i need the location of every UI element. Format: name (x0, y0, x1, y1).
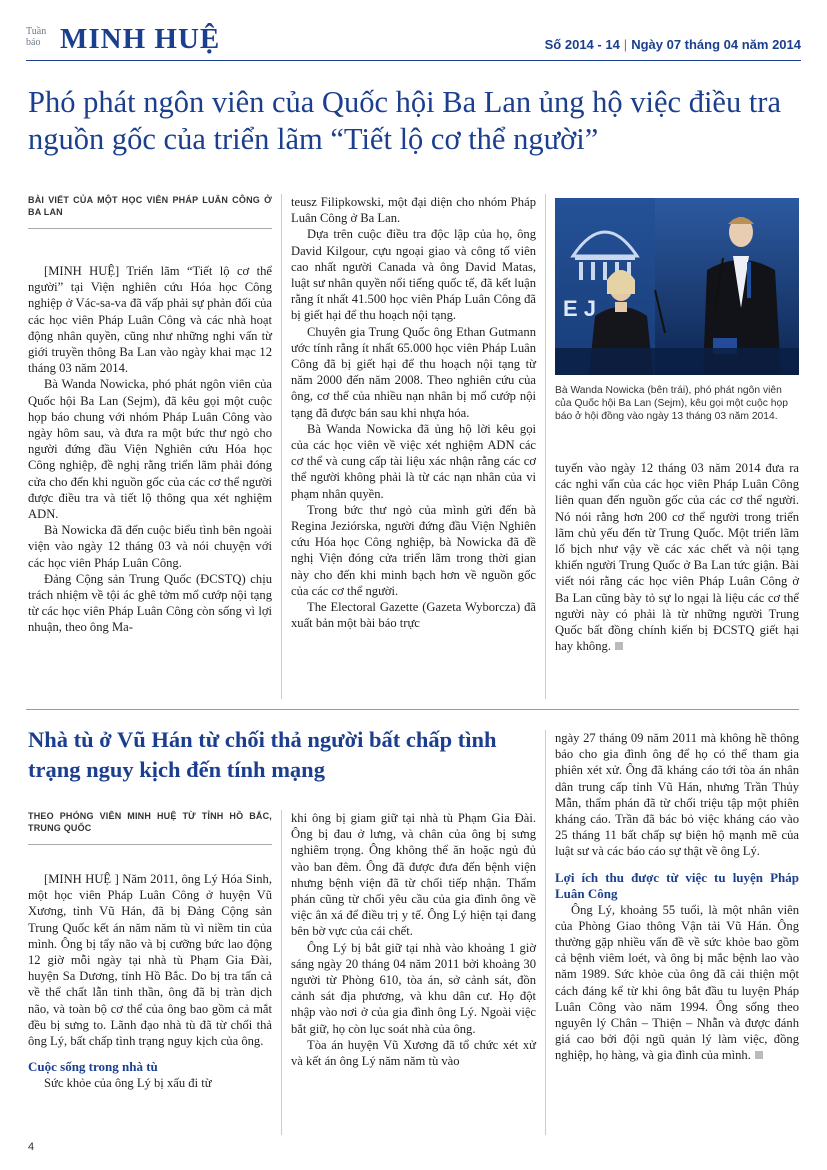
article1-column-3 (555, 460, 799, 654)
article1-headline: Phó phát ngôn viên của Quốc hội Ba Lan ủng hộ việc điều tra nguồn gốc của triển lãm “Tiết lộ cơ thể người” (28, 85, 781, 156)
paragraph: Dựa trên cuộc điều tra độc lập của họ, ông David Kilgour, cựu ngoại giao và công tố viên cao nhất người Canada và ông David Matas, luật sư nhân quyền nổi tiếng quốc tế, đã kết luận rằng ít nhất 41.500 học viên Pháp Luân Công đã bị giết hại để thu hoạch nội tạng. (291, 227, 536, 323)
paragraph-text: Ông Lý, khoảng 55 tuổi, là một nhân viên của Phòng Giao thông Vận tải Vũ Hán. Ông thường gặp nhiều vấn đề về sức khỏe bao gồm cả bệnh viêm loét, và ông bị mắc bệnh lao vào năm 1989. Sức khỏe của ông đã cải thiện một cách đáng kể từ khi ông bắt đầu tu luyện Pháp Luân Công vào năm 1994. Ông sống theo nguyên lý Chân – Thiện – Nhẫn và được đánh giá cao bởi đội ngũ quản lý làm việc, đồng nghiệp, họ hàng, và gia đình của mình. (555, 902, 799, 1063)
paragraph: Tòa án huyện Vũ Xương đã tổ chức xét xử và kết án ông Lý năm năm tù vào (291, 1037, 536, 1069)
paragraph: Bà Nowicka đã đến cuộc biểu tình bên ngoài viện vào ngày 12 tháng 03 và nói chuyện với các học viên Pháp Luân Công. (28, 523, 272, 570)
end-of-article-mark (755, 1051, 763, 1059)
paragraph: ngày 27 tháng 09 năm 2011 mà không hề thông báo cho gia đình ông để họ có thể tham gia phiên xét xử. Ông đã kháng cáo tới tòa án nhân dân trung cấp tỉnh Vũ Hán, nhưng Trần Thủy Mẫn, thẩm phán đã từ chối triệu tập một phiên kháng cáo. Trần đã bác bỏ việc kháng cáo vào 25 tháng 11 bất chấp sự biện hộ mạnh mẽ của luật sư và các báo cáo sự thật về ông Lý. (555, 731, 799, 859)
paragraph: [MINH HUỆ ] Năm 2011, ông Lý Hóa Sinh, một học viên Pháp Luân Công ở huyện Vũ Xương, tỉnh Vũ Hán, đã bị Đảng Cộng sản Trung Quốc kết án năm năm tù vì niềm tin của mình. Ông bị tẩy não và bị cưỡng bức lao động 12 giờ mỗi ngày tại nhà tù Phạm Gia Đài, huyện Sa Dương, tỉnh Hồ Bắc. Do bị tra tấn cả về thể chất lẫn tinh thần, ông đã bị tràn dịch não, và toàn bộ cơ thể của ông bao gồm cả mắt đều bị sưng to. Lãnh đạo nhà tù đã từ chối thả ông Lý, bất chấp tình trạng nguy kịch của ông. (28, 872, 272, 1049)
paragraph: Bà Wanda Nowicka đã ủng hộ lời kêu gọi của các học viên về việc xét nghiệm ADN các cơ thể và cung cấp tài liệu xác nhận rằng các cơ thể người không phải là từ các nạn nhân của vi phạm nhân quyền. (291, 421, 536, 501)
paragraph: The Electoral Gazette (Gazeta Wyborcza) đã xuất bản một bài báo trực (291, 600, 536, 631)
paragraph-text: tuyến vào ngày 12 tháng 03 năm 2014 đưa ra các nghi vấn của các học viên Pháp Luân Công liên quan đến nguồn gốc của các cơ thể người. Nó nói rằng hơn 200 cơ thể người trong triển lãm chủ yếu đến từ Trung Quốc. Một triển lãm lố bịch như vậy về các xác chết và nội tạng khiến người Trung Quốc ở Ba Lan tức giận. Bài viết nói rằng các học viên Pháp Luân Công ở Ba Lan cũng bày tỏ sự lo ngại là liệu các cơ thể người này có phải là từ những người Trung Quốc bất đồng chính kiến bị ĐCSTQ giết hại hay không. (555, 461, 799, 654)
masthead (26, 22, 801, 60)
column-divider (281, 810, 282, 1135)
paragraph: khi ông bị giam giữ tại nhà tù Phạm Gia Đài. Ông bị đau ở lưng, và chân của ông bị sưng nghiêm trọng. Ông không thể ăn hoặc ngủ đủ vào ban đêm. Ông đã được đưa đến bệnh viện nhưng bệnh viện đã từ chối tiếp nhận. Thẩm phán cũng từ chối yêu cầu của gia đình ông về việc ân xá để điều trị y tế. Ông Lý hiện tại đang bên bờ vực của cái chết. (291, 811, 536, 939)
article2-byline: THEO PHÓNG VIÊN MINH HUỆ TỪ TỈNH HỒ BẮC, TRUNG QUỐC (28, 811, 272, 833)
section-divider (26, 709, 799, 710)
photo-illustration (555, 198, 799, 375)
article1-column-2 (291, 194, 536, 631)
press-conference-photo (555, 198, 799, 375)
paragraph: Ông Lý bị bắt giữ tại nhà vào khoảng 1 giờ sáng ngày 20 tháng 04 năm 2011 bởi khoảng 30 người từ Phòng 610, tòa án, sở cảnh sát, đồn cảnh sát địa phương, và khu dân cư. Họ đột nhập vào nơi ở của gia đình ông Lý. Ngoài việc bắt giữ, họ còn lục soát nhà của ông. (291, 940, 536, 1036)
article1-column-1 (28, 194, 272, 636)
paragraph: Trong bức thư ngỏ của mình gửi đến bà Regina Jeziórska, người đứng đầu Viện Nghiên cứu Hóa học Công nghiệp, bà Nowicka đã đề nghị Viện đóng cửa triển lãm trong thời gian này cho đến khi minh bạch hơn về nguồn gốc của các cơ thể người. (291, 502, 536, 598)
masthead-tuan-bao: Tuần báo (26, 26, 47, 48)
masthead-rule (26, 60, 801, 61)
byline-rule (28, 228, 272, 229)
article2-column-3 (555, 730, 799, 1064)
masthead-issue-date (545, 37, 801, 52)
paragraph: Chuyên gia Trung Quốc ông Ethan Gutmann ước tính rằng ít nhất 65.000 học viên Pháp Luân Công đã bị giết hại để thu hoạch nội tạng từ năm 2000 đến năm 2008. Theo nghiên cứu của ông, cơ thể của nhiều nạn nhân bị mổ cướp nội tạng đã được bán sau khi nhựa hóa. (291, 324, 536, 420)
issue-separator: | (623, 37, 628, 52)
paragraph: Bà Wanda Nowicka, phó phát ngôn viên của Quốc hội Ba Lan (Sejm), đã kêu gọi một cuộc họp báo chung với nhóm Pháp Luân Công vào ngày hôm sau, và đưa ra một bức thư ngỏ cho người đứng đầu Viện Nghiên cứu Hóa học Công nghiệp, đề nghị rằng triển lãm phải đóng cửa cho đến khi nguồn gốc của các cơ thể người được điều tra và tiết lộ thông qua xét nghiệm ADN. (28, 377, 272, 522)
article2-column-2 (291, 810, 536, 1069)
paragraph (555, 902, 799, 1064)
article2-column-1 (28, 810, 272, 1091)
subheading: Lợi ích thu được từ việc tu luyện Pháp Luân Công (555, 869, 799, 901)
paragraph: teusz Filipkowski, một đại diện cho nhóm Pháp Luân Công ở Ba Lan. (291, 195, 536, 226)
column-divider (281, 194, 282, 699)
paragraph: Đảng Cộng sản Trung Quốc (ĐCSTQ) chịu trách nhiệm về tội ác ghê tởm mổ cướp nội tạng từ các học viên Pháp Luân Công còn sống vì lợi nhuận, theo ông Ma- (28, 571, 272, 635)
column-divider (545, 730, 546, 1135)
page-number: 4 (28, 1141, 35, 1153)
end-of-article-mark (615, 642, 623, 650)
masthead-title: MINH HUỆ (60, 23, 221, 55)
column-divider (545, 194, 546, 699)
byline-rule (28, 844, 272, 845)
issue-date: Ngày 07 tháng 04 năm 2014 (631, 37, 801, 52)
paragraph: [MINH HUỆ] Triển lãm “Tiết lộ cơ thể người” tại Viện nghiên cứu Hóa học Công nghiệp ở Vác-sa-va đã vấp phải sự phản đối của các học viên Pháp Luân Công và các nhà hoạt động nhân quyền, cũng như những nghi vấn từ giới truyền thông Ba Lan vào ngày khai mạc 12 tháng 03 năm 2014. (28, 264, 272, 376)
subheading: Cuộc sống trong nhà tù (28, 1059, 158, 1075)
paragraph (555, 460, 799, 654)
paragraph: Sức khỏe của ông Lý bị xấu đi từ (44, 1076, 212, 1091)
issue-number: Số 2014 - 14 (544, 37, 620, 52)
article1-byline: BÀI VIẾT CỦA MỘT HỌC VIÊN PHÁP LUÂN CÔNG Ở BA LAN (28, 195, 272, 217)
article2-headline: Nhà tù ở Vũ Hán từ chối thả người bất chấp tình trạng nguy kịch đến tính mạng (28, 727, 497, 782)
svg-text:E J: E J (563, 296, 597, 321)
photo-caption: Bà Wanda Nowicka (bên trái), phó phát ngôn viên của Quốc hội Ba Lan (Sejm), kêu gọi một cuộc họp báo ở hội đồng vào ngày 13 tháng 03 năm 2014. (555, 385, 788, 422)
